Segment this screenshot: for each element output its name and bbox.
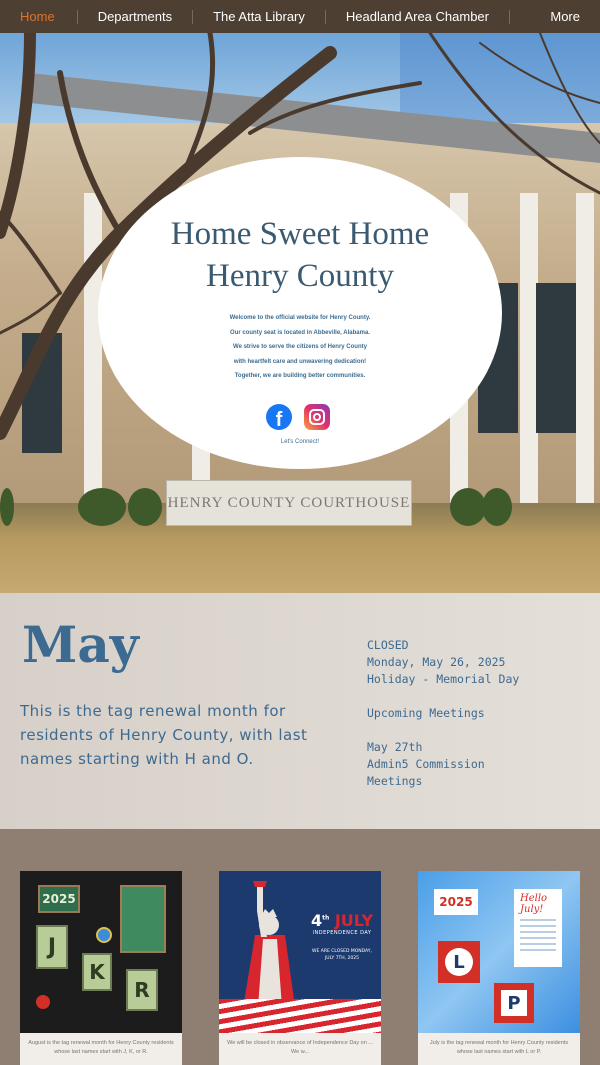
july-subheading: INDEPENDENCE DAY	[312, 930, 372, 936]
flag-stripes	[219, 999, 381, 1033]
letter-tile-text: P	[501, 990, 527, 1016]
letter-tile-text: L	[445, 948, 473, 976]
meeting-name: Admin5 Commission	[367, 757, 485, 771]
card-year: 2025	[434, 889, 478, 915]
hero-title-line2: Henry County	[206, 258, 394, 294]
may-title: May	[22, 615, 139, 674]
may-section	[0, 593, 600, 829]
card-image-tag-renewal-august	[20, 871, 182, 1033]
note-title: Hello July!	[520, 893, 548, 915]
news-card[interactable]	[20, 871, 182, 1065]
heading-number: 4	[310, 911, 323, 930]
hero-intro-line: with heartfelt care and unwavering dedication!	[233, 358, 367, 365]
may-description: This is the tag renewal month for residents of Henry County, with last names starting with H and O.	[20, 702, 308, 768]
nav-item-departments[interactable]: Departments	[97, 9, 173, 24]
social-links	[266, 404, 330, 430]
apple-icon	[36, 995, 50, 1009]
chalkboard-icon	[120, 885, 166, 953]
closed-date: Monday, May 26, 2025	[367, 655, 506, 669]
hero-intro-line: Welcome to the official website for Henry County.	[229, 315, 371, 321]
may-notices	[367, 637, 587, 790]
instagram-icon[interactable]	[304, 404, 330, 430]
nav-item-home[interactable]: Home	[20, 9, 55, 24]
hero-intro	[200, 311, 400, 384]
connect-label: Let's Connect!	[280, 439, 320, 445]
meeting-date: May 27th	[367, 740, 423, 754]
letter-tile	[494, 983, 534, 1023]
hero-intro-line: Together, we are building better communities.	[234, 373, 366, 379]
meeting-name: Meetings	[367, 774, 423, 788]
letter-tile: J	[36, 925, 68, 969]
nav-item-atta-library[interactable]: The Atta Library	[213, 9, 305, 24]
closed-notice: WE ARE CLOSED MONDAY, JULY 7TH, 2025	[312, 949, 372, 961]
card-image-tag-renewal-july	[418, 871, 580, 1033]
letter-tile	[438, 941, 480, 983]
hero-intro-line: We strive to serve the citizens of Henry County	[233, 344, 367, 350]
courthouse-sign: HENRY COUNTY COURTHOUSE	[166, 480, 412, 526]
hero-section	[0, 33, 600, 593]
closed-reason: Holiday - Memorial Day	[367, 672, 520, 686]
globe-icon	[96, 927, 112, 943]
nav-item-headland-chamber[interactable]: Headland Area Chamber	[345, 9, 489, 24]
july-heading	[307, 911, 377, 962]
nav-item-more[interactable]: More	[550, 9, 580, 24]
card-image-independence-day	[219, 871, 381, 1033]
meetings-label: Upcoming Meetings	[367, 706, 485, 720]
card-year: 2025	[38, 885, 80, 913]
hero-title-line1: Home Sweet Home	[170, 216, 430, 252]
hero-intro-line: Our county seat is located in Abbeville, Alabama.	[230, 329, 370, 336]
news-card[interactable]	[219, 871, 381, 1065]
card-caption: We will be closed in observance of Independence Day on ... We w...	[227, 1040, 373, 1055]
nav-divider	[509, 10, 510, 24]
news-cards	[0, 829, 600, 1065]
hero-title	[98, 213, 502, 297]
card-caption: July is the tag renewal month for Henry County residents whose last names start with L or P.	[429, 1040, 569, 1055]
card-caption: August is the tag renewal month for Henry County residents whose last names start with J, K, or R.	[28, 1040, 174, 1055]
facebook-icon[interactable]: f	[266, 404, 292, 430]
letter-tile: K	[82, 953, 112, 991]
top-nav	[0, 0, 600, 33]
letter-tile: R	[126, 969, 158, 1011]
closed-label: CLOSED	[367, 638, 409, 652]
heading-suffix: th	[322, 914, 330, 922]
note-card	[514, 889, 562, 967]
news-card[interactable]	[418, 871, 580, 1065]
heading-word: JULY	[334, 911, 374, 930]
